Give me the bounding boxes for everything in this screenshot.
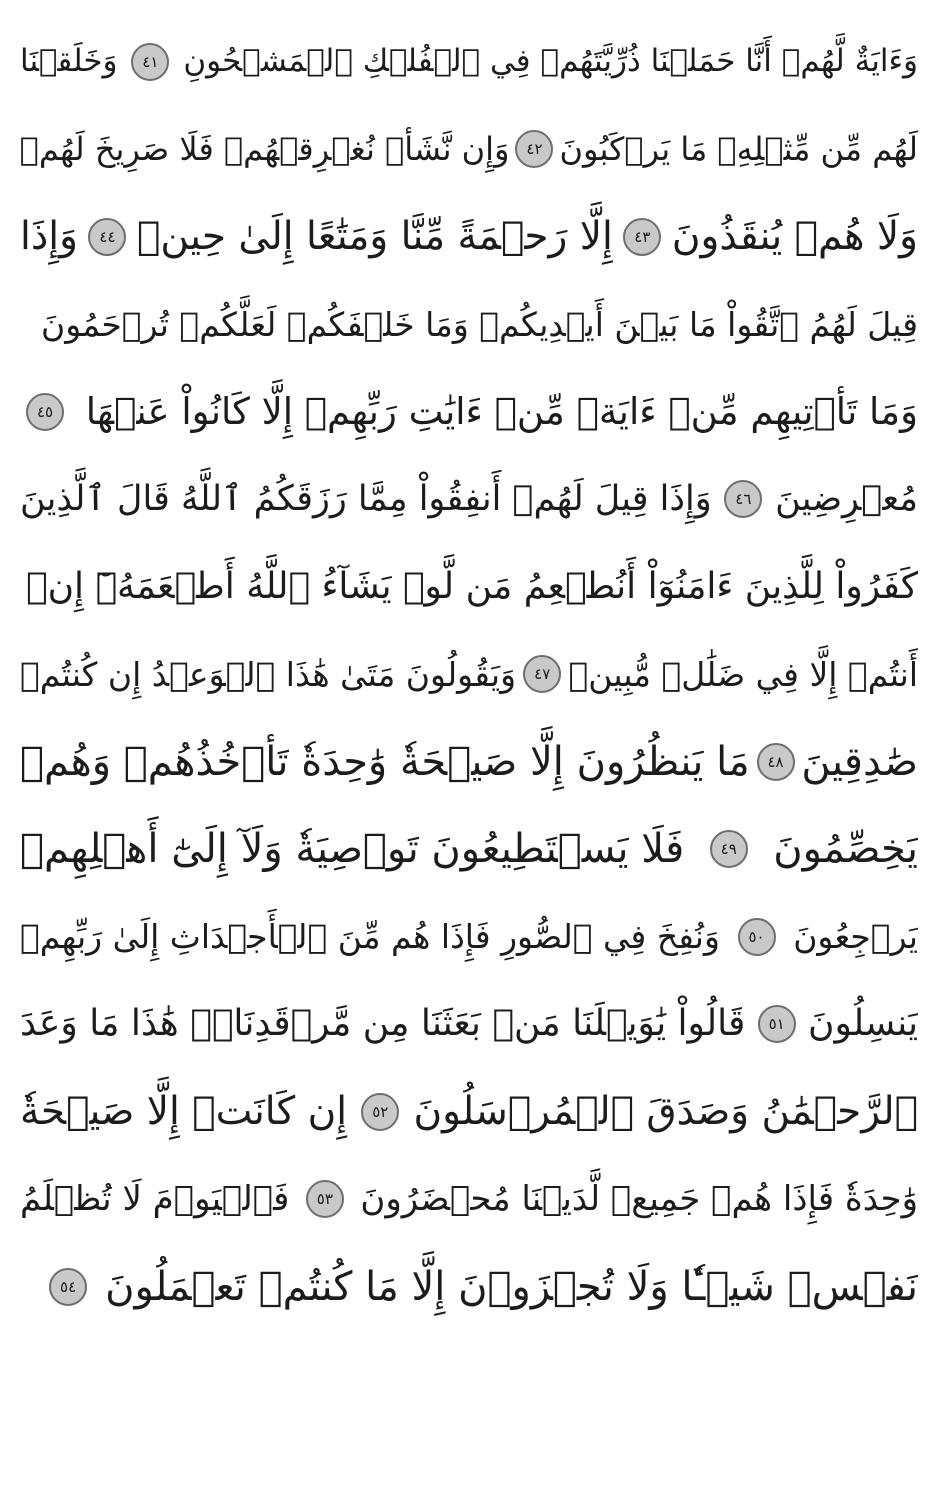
verse-text-segment: يَخِصِّمُونَ <box>773 826 918 873</box>
verse-text-segment: إِن كَانَتۡ إِلَّا صَيۡحَةٗ <box>20 1089 348 1135</box>
text-line-4 <box>20 281 918 369</box>
text-line-14 <box>20 1156 918 1244</box>
verse-text-segment: وَخَلَقۡنَا <box>20 43 118 80</box>
ayah-number-marker: ٤٣ <box>623 218 661 256</box>
verse-text-segment: وَٰحِدَةٗ فَإِذَا هُمۡ جَمِيعٞ لَّدَيۡنَا مُحۡضَرُونَ <box>360 1179 918 1220</box>
ayah-number-marker: ٥٤ <box>49 1268 87 1306</box>
ayah-number-marker: ٥٢ <box>361 1093 399 1131</box>
ayah-number-marker: ٤٥ <box>26 393 64 431</box>
text-line-9 <box>20 718 918 806</box>
ayah-number-marker: ٤٤ <box>88 218 126 256</box>
text-line-10 <box>20 806 918 894</box>
verse-text-segment: وَإِذَا <box>20 214 78 260</box>
verse-text-segment: صَٰدِقِينَ <box>801 738 918 785</box>
text-line-12 <box>20 981 918 1069</box>
verse-text-segment: إِلَّا رَحۡمَةً مِّنَّا وَمَتَٰعًا إِلَىٰ حِينٖ <box>137 214 613 260</box>
verse-text-segment: وَلَا هُمۡ يُنقَذُونَ <box>671 214 918 260</box>
text-line-15 <box>20 1243 918 1331</box>
verse-text-segment: وَإِذَا قِيلَ لَهُمۡ أَنفِقُواْ مِمَّا رَزَقَكُمُ ٱللَّهُ قَالَ ٱلَّذِينَ <box>20 478 712 519</box>
text-line-3 <box>20 193 918 281</box>
text-line-1 <box>20 18 918 106</box>
text-line-8 <box>20 631 918 719</box>
ayah-number-marker: ٥٣ <box>306 1180 344 1218</box>
ayah-number-marker: ٤٢ <box>515 130 553 168</box>
verse-text-segment: ٱلرَّحۡمَٰنُ وَصَدَقَ ٱلۡمُرۡسَلُونَ <box>413 1089 918 1135</box>
verse-text-segment: وَءَايَةٌ لَّهُمۡ أَنَّا حَمَلۡنَا ذُرِّيَّتَهُمۡ فِي ٱلۡفُلۡكِ ٱلۡمَشۡحُونِ <box>183 43 918 80</box>
ayah-number-marker: ٥٠ <box>738 918 776 956</box>
ayah-number-marker: ٤٧ <box>523 655 561 693</box>
verse-text-segment: فَٱلۡيَوۡمَ لَا تُظۡلَمُ <box>20 1179 290 1220</box>
verse-text-segment: يَرۡجِعُونَ <box>793 917 918 957</box>
verse-text-segment: يَنسِلُونَ <box>808 1003 918 1045</box>
text-line-13 <box>20 1068 918 1156</box>
verse-text-segment: وَيَقُولُونَ مَتَىٰ هَٰذَا ٱلۡوَعۡدُ إِن كُنتُمۡ <box>20 654 516 694</box>
ayah-number-marker: ٥١ <box>758 1005 796 1043</box>
text-line-11 <box>20 893 918 981</box>
verse-text-segment: كَفَرُواْ لِلَّذِينَ ءَامَنُوٓاْ أَنُطۡعِمُ مَن لَّوۡ يَشَآءُ ٱللَّهُ أَطۡعَمَهُۥٓ إِنۡ <box>25 565 918 607</box>
verse-text-segment: مَا يَنظُرُونَ إِلَّا صَيۡحَةٗ وَٰحِدَةٗ تَأۡخُذُهُمۡ وَهُمۡ <box>20 738 750 785</box>
ayah-number-marker: ٤٦ <box>724 480 762 518</box>
ayah-number-marker: ٤٨ <box>757 743 795 781</box>
verse-text-segment: نَفۡسٞ شَيۡـٔٗا وَلَا تُجۡزَوۡنَ إِلَّا مَا كُنتُمۡ تَعۡمَلُونَ <box>105 1263 918 1310</box>
ayah-number-marker: ٤٩ <box>710 830 748 868</box>
verse-text-segment: قِيلَ لَهُمُ ٱتَّقُواْ مَا بَيۡنَ أَيۡدِيكُمۡ وَمَا خَلۡفَكُمۡ لَعَلَّكُمۡ تُرۡحَمُونَ <box>40 304 918 344</box>
verse-text-segment: وَإِن نَّشَأۡ نُغۡرِقۡهُمۡ فَلَا صَرِيخَ لَهُمۡ <box>20 130 510 169</box>
text-line-5 <box>20 368 918 456</box>
text-line-7 <box>20 543 918 631</box>
verse-text-segment: مُعۡرِضِينَ <box>775 478 918 519</box>
verse-text-segment: قَالُواْ يَٰوَيۡلَنَا مَنۢ بَعَثَنَا مِن مَّرۡقَدِنَاۗۜ هَٰذَا مَا وَعَدَ <box>20 1003 746 1045</box>
text-line-2 <box>20 106 918 194</box>
text-line-6 <box>20 456 918 544</box>
verse-text-segment: وَمَا تَأۡتِيهِم مِّنۡ ءَايَةٖ مِّنۡ ءَايَٰتِ رَبِّهِمۡ إِلَّا كَانُواْ عَنۡهَا <box>85 390 918 434</box>
verse-text-segment: وَنُفِخَ فِي ٱلصُّورِ فَإِذَا هُم مِّنَ ٱلۡأَجۡدَاثِ إِلَىٰ رَبِّهِمۡ <box>20 917 720 957</box>
ayah-number-marker: ٤١ <box>131 43 169 81</box>
verse-text-segment: أَنتُمۡ إِلَّا فِي ضَلَٰلٖ مُّبِينٖ <box>568 654 918 694</box>
verse-text-segment: فَلَا يَسۡتَطِيعُونَ تَوۡصِيَةٗ وَلَآ إِلَىٰٓ أَهۡلِهِمۡ <box>20 826 685 873</box>
verse-text-segment: لَهُم مِّن مِّثۡلِهِۦ مَا يَرۡكَبُونَ <box>559 130 918 169</box>
